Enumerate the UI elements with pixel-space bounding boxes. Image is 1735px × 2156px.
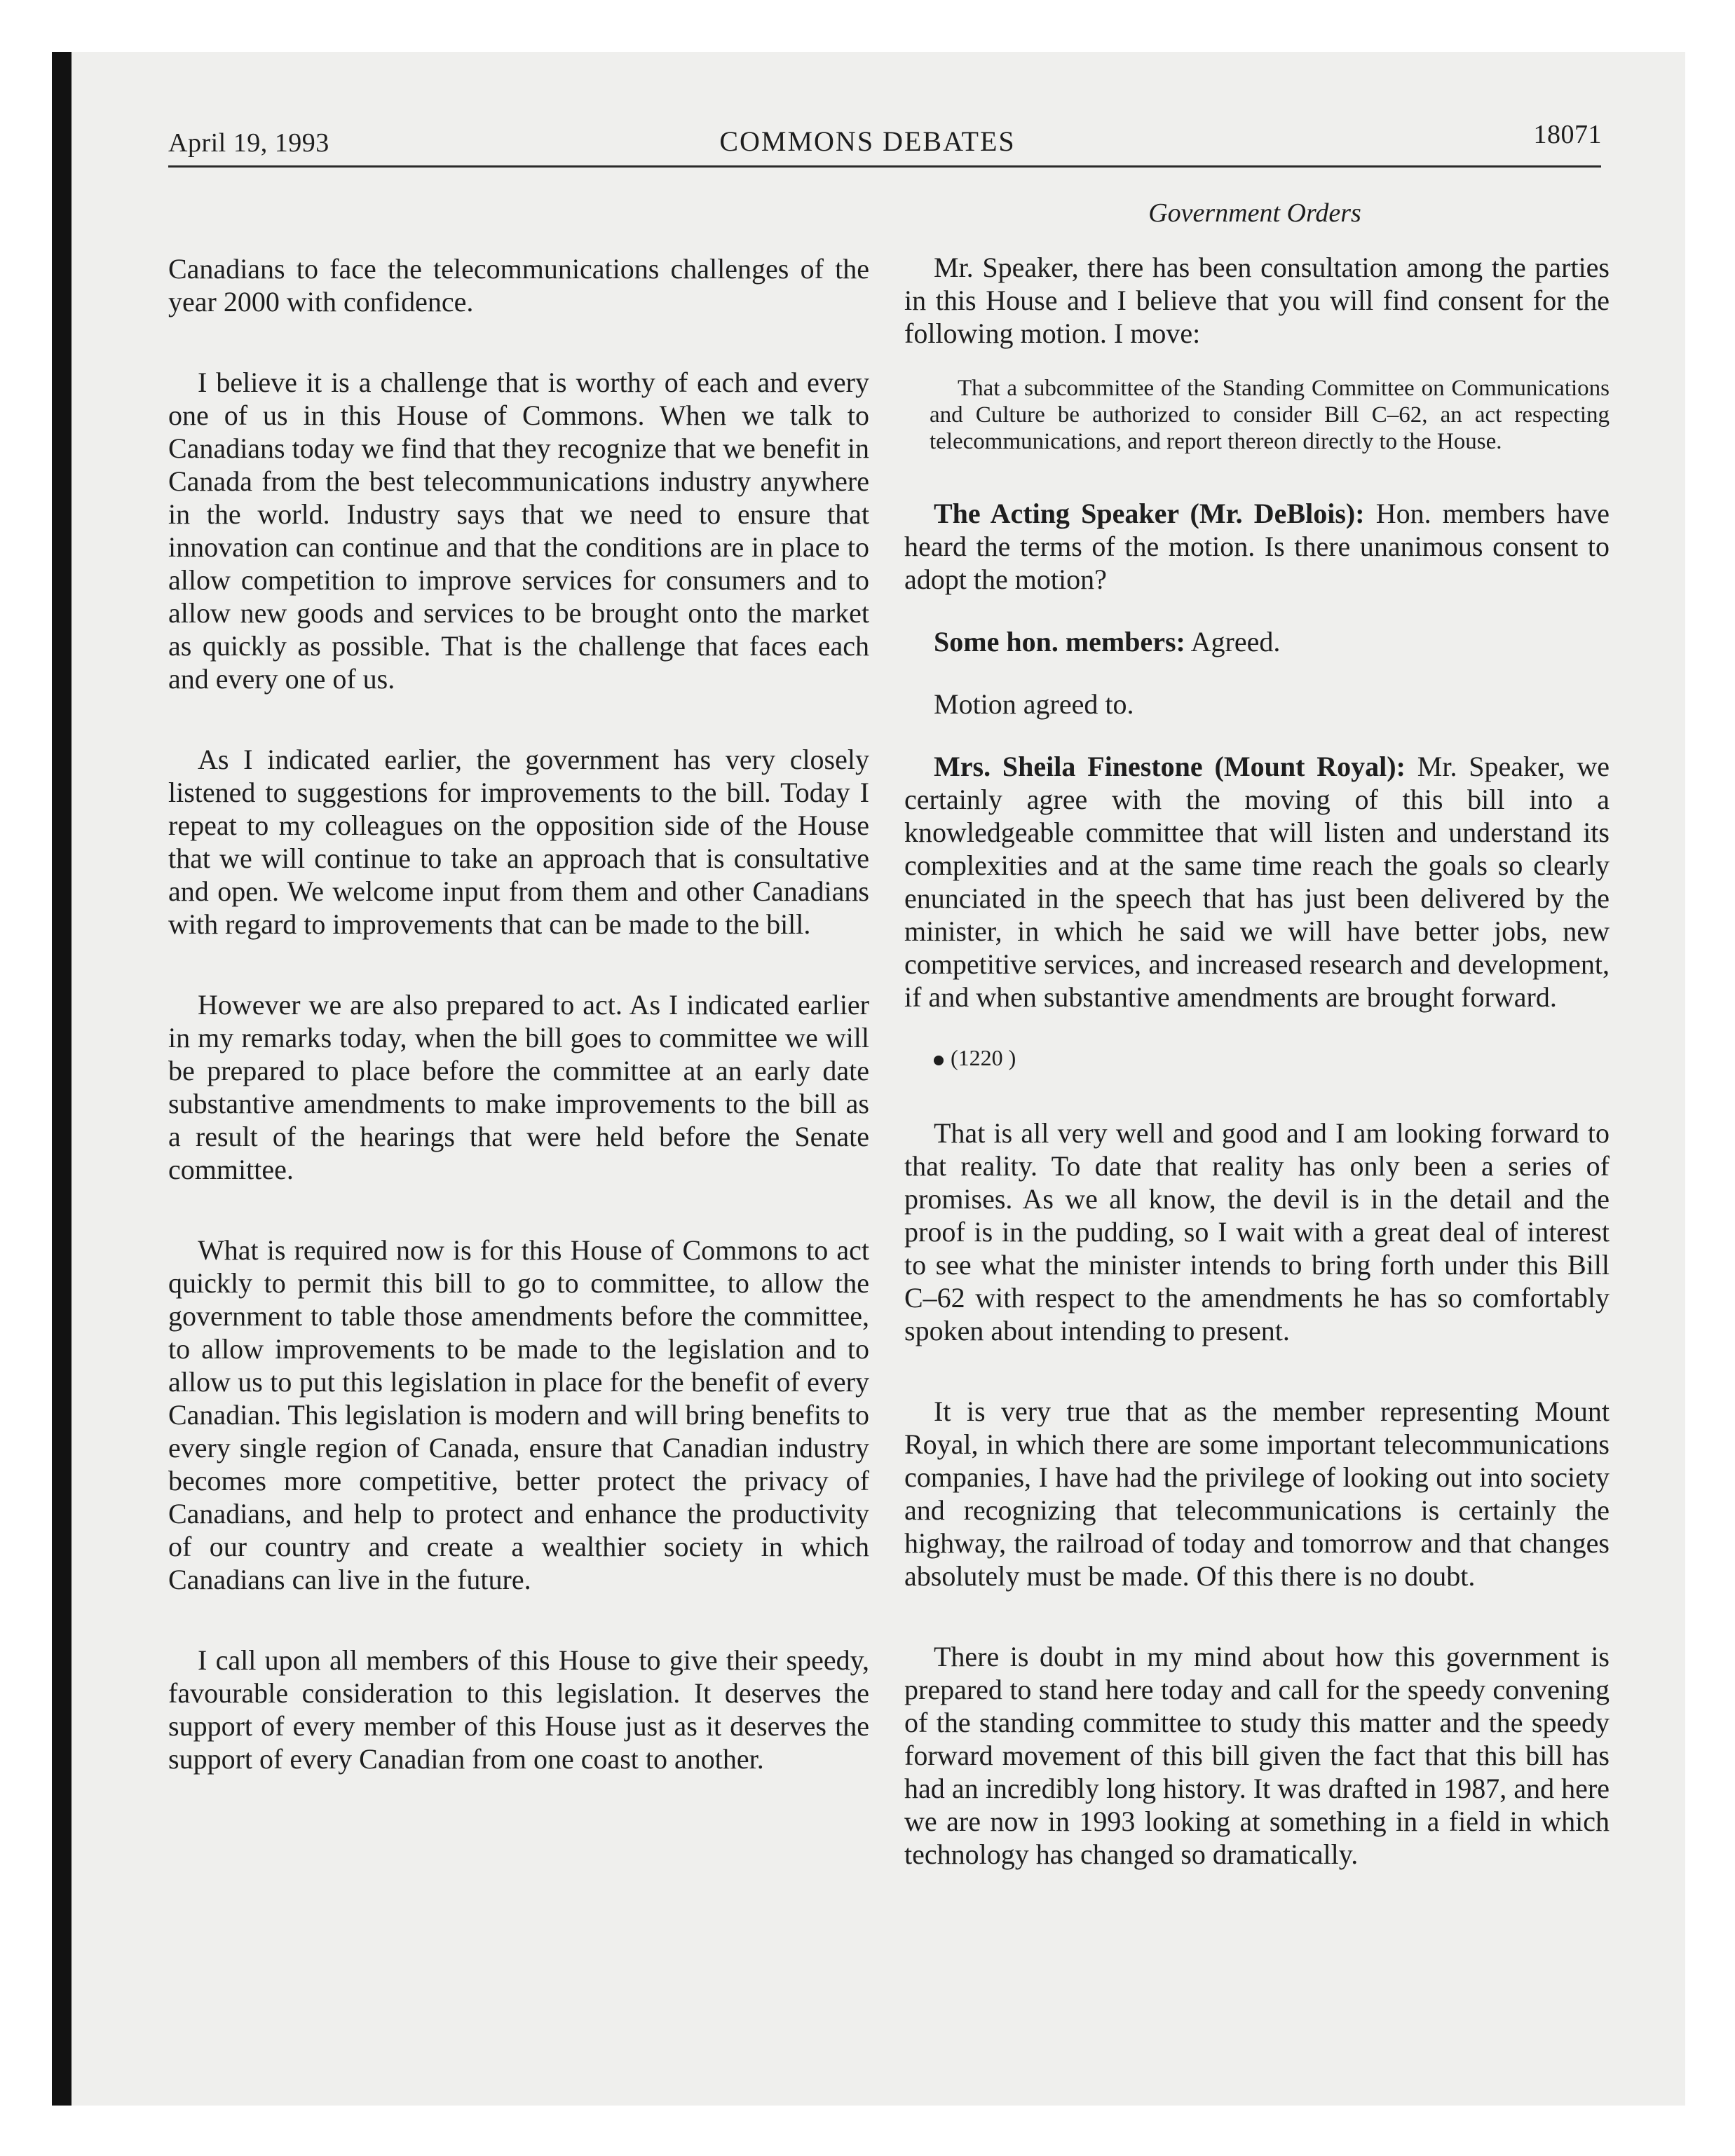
motion-result: Motion agreed to. [934,688,1134,720]
paragraph: What is required now is for this House of Commons to act quickly to permit this bill to go to committee, to allow the government to table those amendments before the committee, to allow improvements to be made to the legislation and to allow us to put this legislation in place for the benefit of every Canadian. This legislation is modern and will bring benefits to every single region of Canada, ensure that Canadian industry becomes more competitive, better protect the privacy of Canadians, and help to protect and enhance the productivity of our country and create a wealthier society in which Canadians can live in the future. [168,1234,869,1595]
speech-text: Hon. members have heard the terms of the motion. Is there unanimous consent to adopt the motion? [904,498,1610,595]
left-column [168,252,869,1823]
speech-acting-speaker [904,497,1610,596]
header-date: April 19, 1993 [168,128,329,158]
speech-members [904,625,1610,658]
paragraph: There is doubt in my mind about how this government is prepared to stand here today and call for the speedy convening of the standing committee to study this matter and the speedy forward movement of this bill given the fact that this bill has had an incredibly long history. It was drafted in 1987, and here we are now in 1993 looking at something in a field in which technology has changed so dramatically. [904,1641,1610,1870]
paragraph: I call upon all members of this House to give their speedy, favourable consideration to this legislation. It deserves the support of every member of this House just as it deserves the support of every Canadian from one coast to another. [168,1644,869,1775]
speech-text: Mr. Speaker, we certainly agree with the moving of this bill into a knowledgeable committee that will listen and understand its complexities and at the same time reach the goals so clearly enunciated in the speech that has just been delivered by the minister, in which he said we will have better jobs, new competitive services, and increased research and development, if and when substantive amendments are brought forward. [904,751,1610,1013]
section-label: Government Orders [1148,198,1361,228]
speaker-name: The Acting Speaker (Mr. DeBlois): [934,498,1365,529]
motion-text: That a subcommittee of the Standing Committee on Communications and Culture be authorized to consider Bill C–62, an act respecting telecommunications, and report thereon directly to the House. [930,376,1610,454]
speaker-name: Mrs. Sheila Finestone (Mount Royal): [934,751,1406,782]
paragraph: I believe it is a challenge that is worthy of each and every one of us in this House of Commons. When we talk to Canadians today we find that they recognize that we benefit in Canada from the best telecommunications industry anywhere in the world. Industry says that we need to ensure that innovation can continue and that the conditions are in place to allow competition to improve services for consumers and to allow new goods and services to be brought onto the market as quickly as possible. That is the challenge that faces each and every one of us. [168,367,869,695]
speech-text: Agreed. [1190,626,1281,657]
paragraph: Mr. Speaker, there has been consultation among the parties in this House and I believe that you will find consent for the following motion. I move: [904,252,1610,349]
scan-edge [52,52,72,2106]
speech-finestone [904,750,1610,1014]
header-page-number: 18071 [1533,120,1602,149]
timestamp [904,1042,1610,1074]
timestamp-text: (1220 ) [951,1045,1016,1070]
paragraph: As I indicated earlier, the government has very closely listened to suggestions for improvements to the bill. Today I repeat to my colleagues on the opposition side of the House that we will continue to take an approach that is consultative and open. We welcome input from them and other Canadians with regard to improvements that can be made to the bill. [168,744,869,940]
paragraph: It is very true that as the member representing Mount Royal, in which there are some important telecommunications companies, I have had the privilege of looking out into society and recognizing that telecommunications is certainly the highway, the railroad of today and tomorrow and that changes absolutely must be made. Of this there is no doubt. [904,1396,1610,1592]
right-column [904,251,1610,1918]
speaker-name: Some hon. members: [934,626,1185,657]
paragraph: That is all very well and good and I am looking forward to that reality. To date that reality has only been a series of promises. As we all know, the devil is in the detail and the proof is in the pudding, so I wait with a great deal of interest to see what the minister intends to bring forth under this Bill C–62 with respect to the amendments he has so comfortably spoken about intending to present. [904,1117,1610,1346]
header-publication: COMMONS DEBATES [719,125,1016,157]
paragraph: However we are also prepared to act. As I indicated earlier in my remarks today, when the bill goes to committee we will be prepared to place before the committee at an early date substantive amendments to make improvements to the bill as a result of the hearings that were held before the Senate committee. [168,989,869,1185]
bullet-icon [934,1056,944,1065]
header-rule [168,165,1601,168]
paragraph: Canadians to face the telecommunications challenges of the year 2000 with confidence. [168,253,869,318]
